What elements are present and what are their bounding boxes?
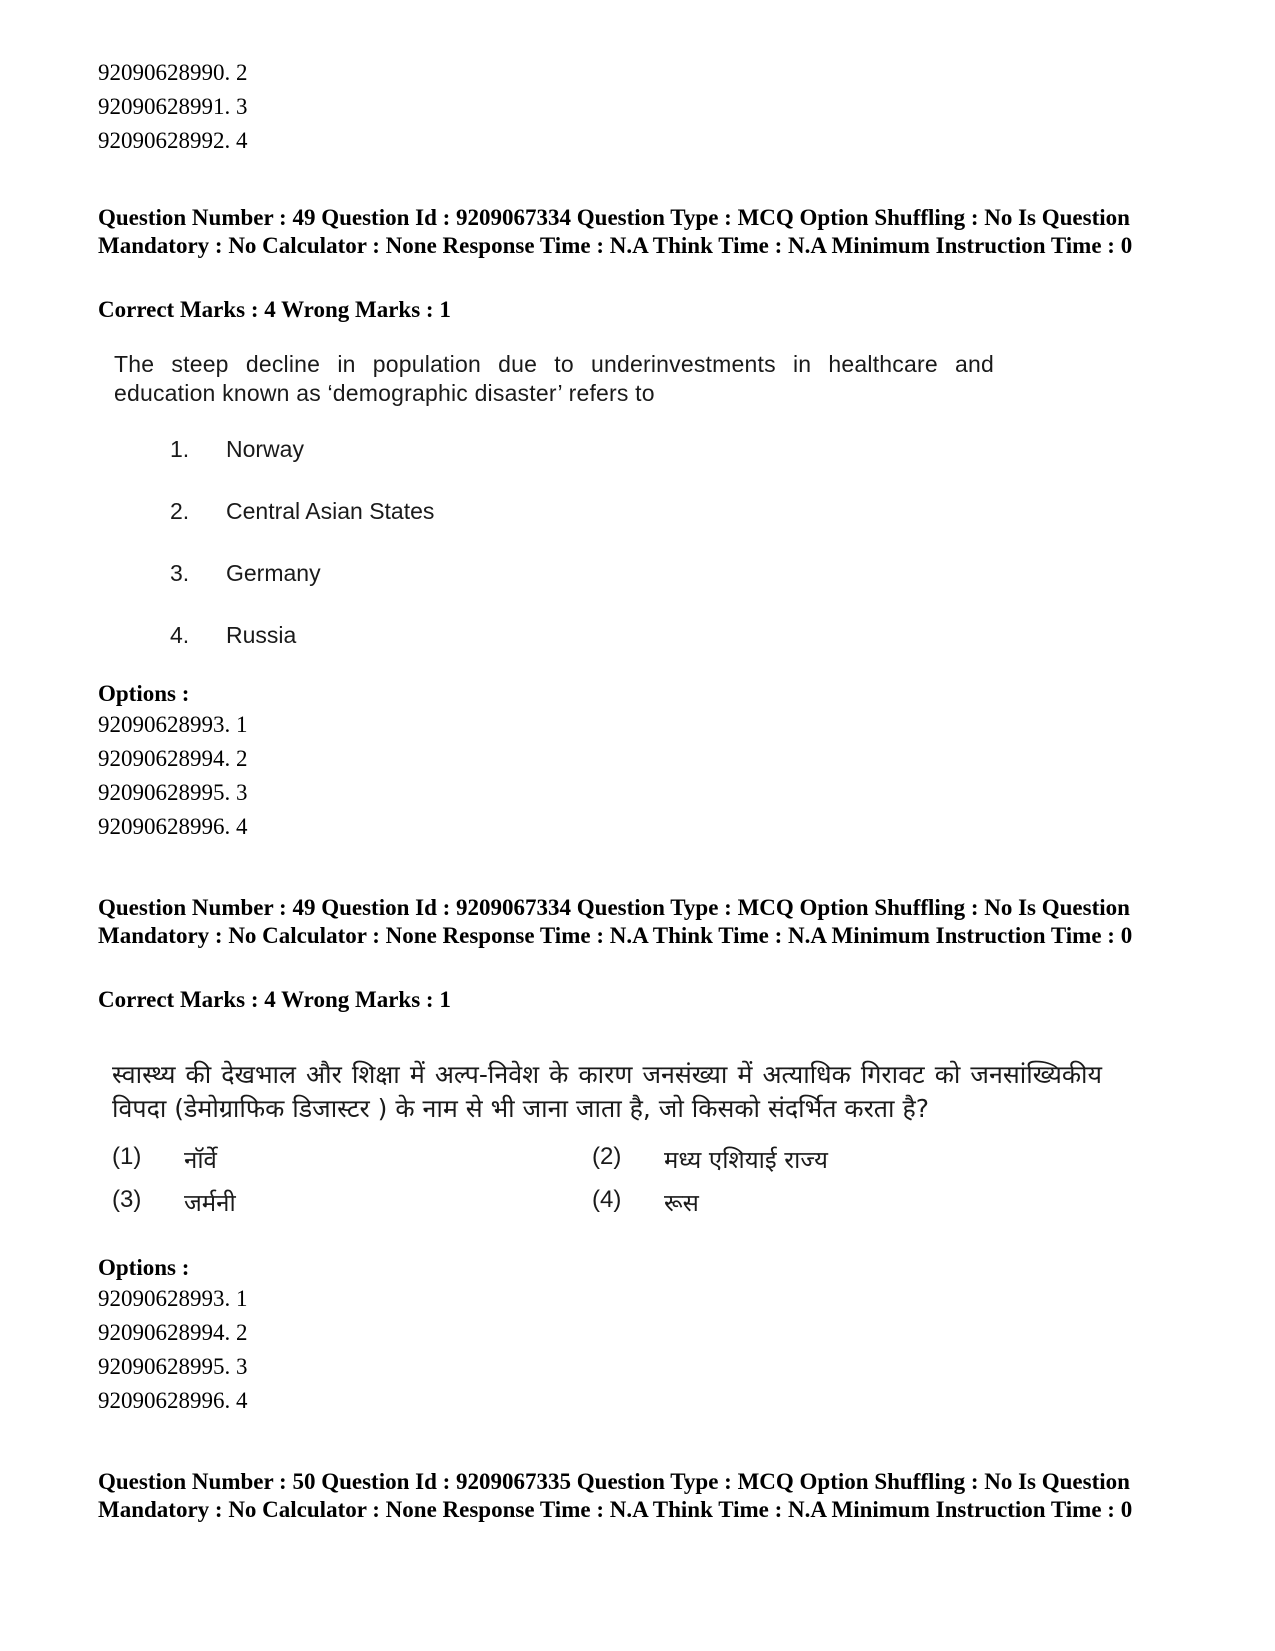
- option-line: 92090628994. 2: [98, 1320, 248, 1345]
- choice-number: 1.: [170, 436, 190, 462]
- choice-text: जर्मनी: [184, 1189, 236, 1217]
- question-stem-hindi: स्वास्थ्य की देखभाल और शिक्षा में अल्प-निवेश के कारण जनसंख्या में अत्याधिक गिरावट को जनसांख्यिकीय विपदा (डेमोग्राफिक डिजास्टर ) के नाम से भी जाना जाता है, जो किसको संदर्भित करता है?: [112, 1060, 1102, 1123]
- choice-text: Norway: [226, 436, 304, 462]
- question-marks: Correct Marks : 4 Wrong Marks : 1: [98, 987, 451, 1012]
- question-marks: Correct Marks : 4 Wrong Marks : 1: [98, 297, 451, 322]
- option-line: 92090628991. 3: [98, 94, 248, 119]
- question-meta: Question Number : 50 Question Id : 9209067335 Question Type : MCQ Option Shuffling : No Is Question Mandatory : No Calculator : None Response Time : N.A Think Time : N.A Minimum Instruction Time : 0: [98, 1469, 1133, 1522]
- options-label: Options :: [98, 1255, 190, 1280]
- choice-text: रूस: [664, 1189, 699, 1217]
- option-line: 92090628993. 1: [98, 712, 248, 737]
- choice-number: (2): [592, 1143, 622, 1170]
- question-stem-english: The steep decline in population due to underinvestments in healthcare and education known as ‘demographic disaster’ refers to: [114, 351, 994, 406]
- choice-number: 2.: [170, 498, 190, 524]
- option-line: 92090628996. 4: [98, 814, 248, 839]
- option-line: 92090628990. 2: [98, 60, 248, 85]
- option-line: 92090628994. 2: [98, 746, 248, 771]
- option-line: 92090628996. 4: [98, 1388, 248, 1413]
- option-line: 92090628995. 3: [98, 780, 248, 805]
- choice-text: मध्य एशियाई राज्य: [664, 1146, 828, 1174]
- options-label: Options :: [98, 681, 190, 706]
- choice-text: नॉर्वे: [184, 1146, 217, 1174]
- choice-number: (4): [592, 1186, 622, 1213]
- option-line: 92090628993. 1: [98, 1286, 248, 1311]
- choice-number: 3.: [170, 560, 190, 586]
- choice-text: Central Asian States: [226, 498, 435, 524]
- choice-text: Russia: [226, 622, 297, 648]
- choice-number: (3): [112, 1186, 142, 1213]
- option-line: 92090628992. 4: [98, 128, 248, 153]
- question-meta: Question Number : 49 Question Id : 9209067334 Question Type : MCQ Option Shuffling : No Is Question Mandatory : No Calculator : None Response Time : N.A Think Time : N.A Minimum Instruction Time : 0: [98, 895, 1133, 948]
- option-line: 92090628995. 3: [98, 1354, 248, 1379]
- choice-number: 4.: [170, 622, 190, 648]
- choice-number: (1): [112, 1143, 142, 1170]
- question-meta: Question Number : 49 Question Id : 9209067334 Question Type : MCQ Option Shuffling : No Is Question Mandatory : No Calculator : None Response Time : N.A Think Time : N.A Minimum Instruction Time : 0: [98, 205, 1133, 258]
- choice-text: Germany: [226, 560, 321, 586]
